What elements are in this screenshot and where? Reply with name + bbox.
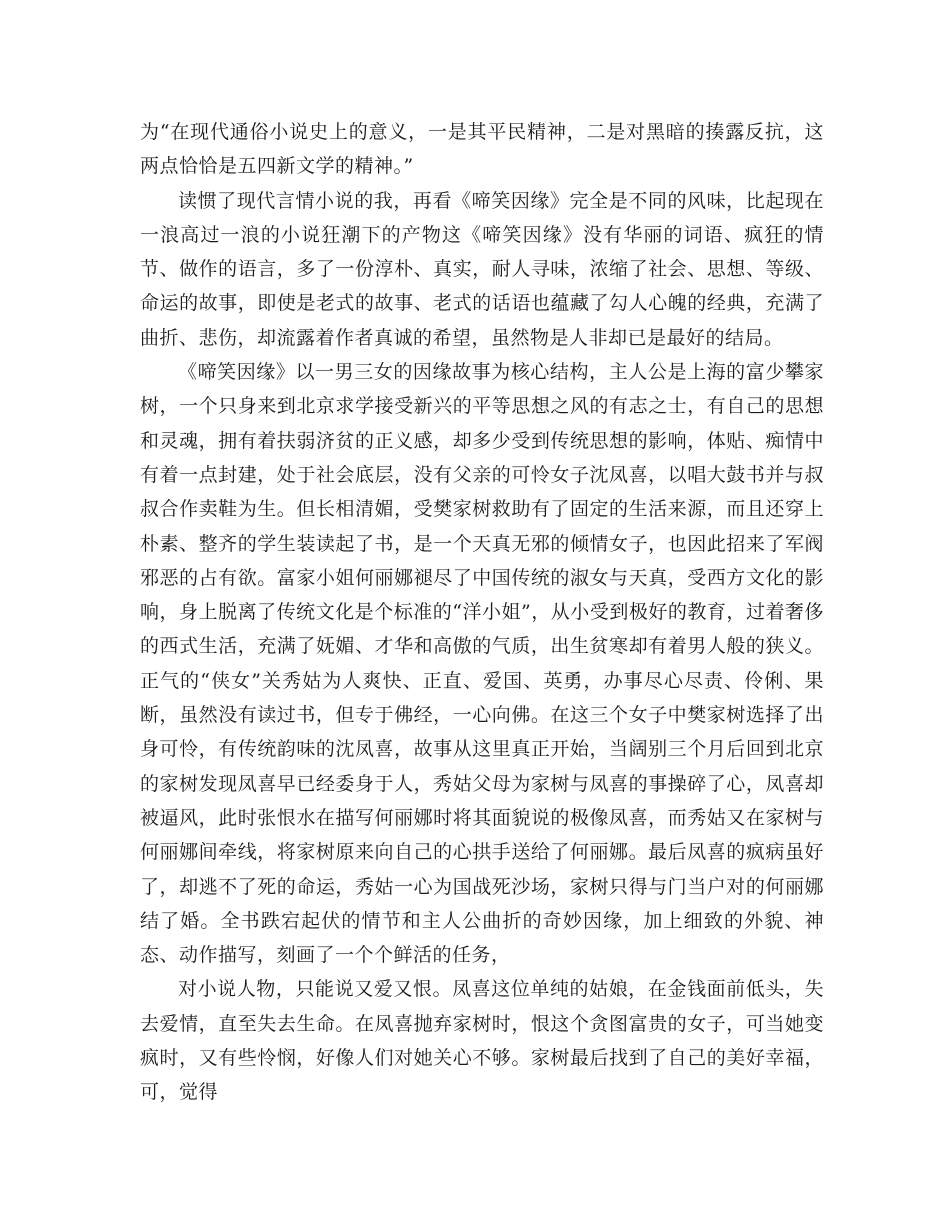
paragraph-3: 《啼笑因缘》以一男三女的因缘故事为核心结构，主人公是上海的富少攀家树，一个只身来到北京求学接受新兴的平等思想之风的有志之士，有自己的思想和灵魂，拥有着扶弱济贫的正义感，却多少受到传统思想的影响，体贴、痴情中有着一点封建，处于社会底层，没有父亲的可怜女子沈凤喜，以唱大鼓书并与叔叔合作卖鞋为生。但长相清媚，受樊家树救助有了固定的生活来源，而且还穿上朴素、整齐的学生装读起了书，是一个天真无邪的倾情女子，也因此招来了军阀邪恶的占有欲。富家小姐何丽娜褪尽了中国传统的淑女与天真，受西方文化的影响，身上脱离了传统文化是个标准的“洋小姐”，从小受到极好的教育，过着奢侈的西式生活，充满了妩媚、才华和高傲的气质，出生贫寒却有着男人般的狭义。正气的“侠女”关秀姑为人爽快、正直、爱国、英勇，办事尽心尽责、伶俐、果断，虽然没有读过书，但专于佛经，一心向佛。在这三个女子中樊家树选择了出身可怜，有传统韵味的沈凤喜，故事从这里真正开始，当阔别三个月后回到北京的家树发现凤喜早已经委身于人，秀姑父母为家树与凤喜的事操碎了心，凤喜却被逼风，此时张恨水在描写何丽娜时将其面貌说的极像凤喜，而秀姑又在家树与何丽娜间牵线，将家树原来向自己的心拱手送给了何丽娜。最后凤喜的疯病虽好了，却逃不了死的命运，秀姑一心为国战死沙场，家树只得与门当户对的何丽娜结了婚。全书跌宕起伏的情节和主人公曲折的奇妙因缘，加上细致的外貌、神态、动作描写，刻画了一个个鲜活的任务，	[140, 361, 824, 967]
paragraph-2: 读惯了现代言情小说的我，再看《啼笑因缘》完全是不同的风味，比起现在一浪高过一浪的小说狂潮下的产物这《啼笑因缘》没有华丽的词语、疯狂的情节、做作的语言，多了一份淳朴、真实，耐人寻味，浓缩了社会、思想、等级、命运的故事，即使是老式的故事、老式的话语也蕴藏了勾人心魄的经典，充满了曲折、悲伤，却流露着作者真诚的希望，虽然物是人非却已是最好的结局。	[140, 189, 824, 349]
document-body	[140, 115, 824, 1110]
paragraph-1: 为“在现代通俗小说史上的意义，一是其平民精神，二是对黑暗的揍露反抗，这两点恰恰是五四新文学的精神。”	[140, 121, 824, 178]
paragraph-4: 对小说人物，只能说又爱又恨。凤喜这位单纯的姑娘，在金钱面前低头，失去爱情，直至失去生命。在凤喜抛弃家树时，恨这个贪图富贵的女子，可当她变疯时，又有些怜悯，好像人们对她关心不够。家树最后找到了自己的美好幸福，可，觉得	[140, 978, 824, 1104]
